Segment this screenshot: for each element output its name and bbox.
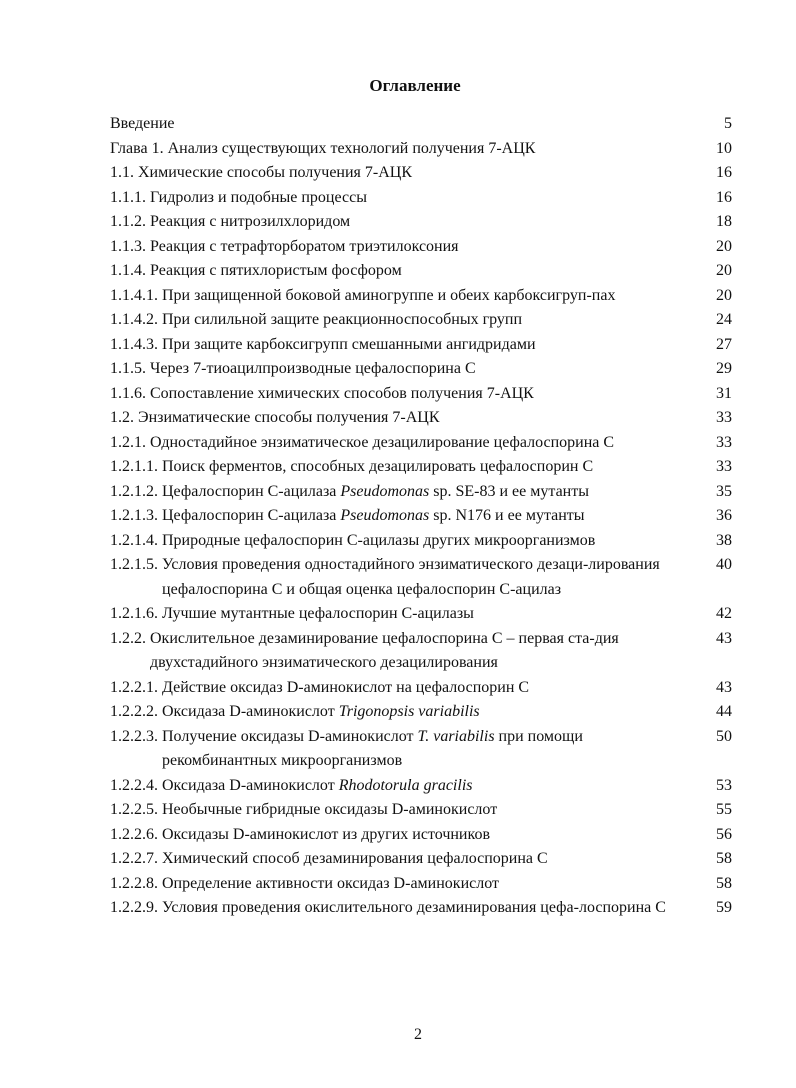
toc-entry-italic-taxon: Trigonopsis variabilis (338, 703, 480, 720)
toc-entry-italic-taxon: Pseudomonas (340, 507, 430, 524)
toc-entry-page: 38 (716, 531, 732, 549)
toc-entry-heading (110, 480, 702, 505)
toc-entry (110, 480, 732, 505)
toc-entry-text: Введение (110, 115, 175, 132)
toc-entry-page: 20 (716, 286, 732, 304)
toc-entry (110, 872, 732, 897)
toc-entry-number: 1.2.2.6. (110, 825, 158, 843)
toc-entry-number: 1.2.1.2. (110, 482, 158, 500)
toc-entry-text (162, 774, 672, 799)
toc-entry-number: 1.1.4.2. (110, 311, 158, 328)
toc-entry-page: 31 (716, 384, 732, 402)
toc-entry-text: При силильной защите реакционноспособных групп (162, 311, 523, 328)
toc-entry-page: 58 (716, 850, 732, 867)
toc-entry-text: При защите карбоксигрупп смешанными ангидридами (162, 335, 536, 353)
toc-entry-heading (110, 210, 702, 235)
toc-entry-page: 20 (716, 237, 732, 255)
toc-entry-text: Условия проведения окислительного дезаминирования цефа-лоспорина С (162, 899, 666, 916)
toc-entry-heading (110, 161, 702, 186)
toc-entry-page: 58 (716, 874, 732, 892)
toc-entry-text: Одностадийное энзиматическое дезацилирование цефалоспорина С (150, 433, 615, 451)
toc-entry-heading (110, 455, 702, 480)
toc-entry (110, 798, 732, 823)
toc-entry-text: Энзиматические способы получения 7-АЦК (138, 409, 440, 426)
toc-entry-heading (110, 602, 702, 627)
toc-entry-heading (110, 529, 702, 554)
toc-entry-heading (110, 553, 702, 602)
toc-entry-heading (110, 504, 702, 529)
toc-entry-number: 1.2.2.7. (110, 850, 158, 867)
toc-entry-page: 50 (716, 727, 732, 745)
toc-entry-number: 1.1.1. (110, 188, 146, 206)
toc-entry (110, 774, 732, 799)
toc-entry-number: 1.2.1.4. (110, 531, 158, 549)
toc-entry-text-after: при помощи рекомбинантных микроорганизмов (162, 727, 583, 769)
toc-entry-text: Необычные гибридные оксидазы D-аминокислот (162, 801, 498, 818)
toc-entry-heading (110, 725, 702, 774)
toc-entry-italic-taxon: T. variabilis (417, 727, 495, 745)
toc-entry (110, 112, 732, 137)
toc-entry-text-before: Получение оксидазы D-аминокислот (162, 727, 418, 745)
toc-entry-page: 24 (716, 311, 732, 328)
toc-entry (110, 333, 732, 358)
toc-entry-page: 5 (724, 115, 732, 132)
toc-entry-text: Реакция с нитрозилхлоридом (150, 213, 351, 230)
toc-entry-page: 27 (716, 335, 732, 353)
toc-entry-text: Реакция с тетрафторборатом триэтилоксония (150, 237, 459, 255)
toc-entry-page: 43 (716, 629, 732, 647)
toc-entry-heading (110, 896, 702, 921)
toc-entry (110, 186, 732, 211)
toc-entry-heading (110, 333, 702, 358)
toc-entry-text: Химический способ дезаминирования цефалоспорина С (162, 850, 548, 867)
toc-entry (110, 357, 732, 382)
toc-entry-number: 1.2.2.8. (110, 874, 158, 892)
toc-entry-heading (110, 627, 702, 676)
toc-entry-text: Гидролиз и подобные процессы (150, 188, 367, 206)
toc-entry-page: 33 (716, 433, 732, 451)
toc-entry-text-after: sp. N176 и ее мутанты (429, 507, 585, 524)
toc-entry-number: 1.2.2. (110, 629, 146, 647)
toc-entry-number: 1.2.2.9. (110, 899, 158, 916)
toc-entry (110, 627, 732, 676)
toc-entry-text-before: Цефалоспорин С-ацилаза (162, 482, 341, 500)
toc-entry (110, 504, 732, 529)
toc-entry-number: 1.1.4.3. (110, 335, 158, 353)
toc-entry-text: Сопоставление химических способов получения 7-АЦК (150, 384, 534, 402)
toc-entry-text: Глава 1. Анализ существующих технологий получения 7-АЦК (110, 139, 536, 157)
toc-entry (110, 137, 732, 162)
toc-entry (110, 725, 732, 774)
toc-entry-text: Действие оксидаз D-аминокислот на цефалоспорин С (162, 678, 530, 696)
toc-entry (110, 676, 732, 701)
toc-entry-heading (110, 774, 702, 799)
toc-entry-page: 35 (716, 482, 732, 500)
toc-entry-number: 1.2.1.1. (110, 458, 158, 475)
toc-entry-number: 1.1.6. (110, 384, 146, 402)
toc-entry-text: Реакция с пятихлористым фосфором (150, 262, 402, 279)
toc-entry-heading (110, 137, 702, 162)
toc-entry-number: 1.1.5. (110, 360, 146, 377)
toc-entry-number: 1.2.2.2. (110, 703, 158, 720)
toc-entry-number: 1.1.3. (110, 237, 146, 255)
toc-entry-page: 55 (716, 801, 732, 818)
toc-entry (110, 602, 732, 627)
toc-entry-text (162, 504, 672, 529)
toc-entry-number: 1.2.2.3. (110, 727, 158, 745)
toc-entry (110, 161, 732, 186)
toc-entry-heading (110, 823, 702, 848)
toc-entry-page: 53 (716, 776, 732, 794)
toc-entry-italic-taxon: Pseudomonas (340, 482, 430, 500)
toc-entry (110, 210, 732, 235)
toc-entry-page: 42 (716, 605, 732, 622)
toc-entry-number: 1.2.2.5. (110, 801, 158, 818)
toc-entry-text (162, 700, 672, 725)
toc-entry (110, 235, 732, 260)
toc-entry (110, 847, 732, 872)
toc-entry-heading (110, 872, 702, 897)
toc-entry (110, 259, 732, 284)
toc-entry (110, 455, 732, 480)
toc-entry-number: 1.2.2.4. (110, 776, 158, 794)
toc-entry-number: 1.2. (110, 409, 134, 426)
toc-entry-italic-taxon: Rhodotorula gracilis (338, 776, 473, 794)
toc-entry-page: 44 (716, 703, 732, 720)
toc-entry-heading (110, 676, 702, 701)
toc-entry-text: Химические способы получения 7-АЦК (138, 164, 413, 181)
toc-entry-text: Поиск ферментов, способных дезацилировать цефалоспорин С (162, 458, 594, 475)
toc-entry-heading (110, 112, 702, 137)
toc-entry (110, 284, 732, 309)
toc-entry-text-before: Оксидаза D-аминокислот (162, 776, 339, 794)
toc-entry-heading (110, 186, 702, 211)
toc-entry-page: 40 (716, 556, 732, 573)
toc-entry-text-before: Оксидаза D-аминокислот (162, 703, 339, 720)
toc-entry-number: 1.2.1.3. (110, 507, 158, 524)
toc-entry-page: 33 (716, 409, 732, 426)
toc-entry-text: Определение активности оксидаз D-аминокислот (162, 874, 499, 892)
toc-entry-text: Через 7-тиоацилпроизводные цефалоспорина С (150, 360, 476, 377)
toc-entry-number: 1.1.2. (110, 213, 146, 230)
toc-entry-text: Оксидазы D-аминокислот из других источников (162, 825, 490, 843)
toc-entry-number: 1.2.1.6. (110, 605, 158, 622)
toc-entry (110, 823, 732, 848)
table-of-contents (110, 112, 732, 921)
toc-entry-page: 16 (716, 188, 732, 206)
toc-entry (110, 431, 732, 456)
toc-entry (110, 382, 732, 407)
toc-entry-heading (110, 357, 702, 382)
toc-entry-page: 56 (716, 825, 732, 843)
toc-entry-page: 16 (716, 164, 732, 181)
toc-entry-heading (110, 406, 702, 431)
toc-entry-heading (110, 235, 702, 260)
toc-entry-number: 1.2.1.5. (110, 556, 158, 573)
toc-entry (110, 529, 732, 554)
toc-entry-page: 43 (716, 678, 732, 696)
toc-entry-page: 33 (716, 458, 732, 475)
toc-entry-text (162, 725, 672, 774)
toc-entry-heading (110, 284, 702, 309)
toc-entry-heading (110, 847, 702, 872)
toc-entry (110, 700, 732, 725)
toc-entry-page: 59 (716, 899, 732, 916)
toc-entry-text: Лучшие мутантные цефалоспорин С-ацилазы (162, 605, 474, 622)
toc-entry-page: 10 (716, 139, 732, 157)
page-number: 2 (414, 1026, 422, 1043)
toc-entry-page: 29 (716, 360, 732, 377)
toc-entry-number: 1.1. (110, 164, 134, 181)
toc-entry-text: Окислительное дезаминирование цефалоспорина С – первая ста-дия двухстадийного энзиматического дезацилирования (150, 629, 619, 671)
toc-entry (110, 406, 732, 431)
toc-entry-page: 18 (716, 213, 732, 230)
toc-entry-heading (110, 259, 702, 284)
toc-entry-heading (110, 382, 702, 407)
toc-entry-number: 1.2.2.1. (110, 678, 158, 696)
toc-entry-text: При защищенной боковой аминогруппе и обеих карбоксигруп-пах (162, 286, 616, 304)
toc-entry-number: 1.1.4.1. (110, 286, 158, 304)
toc-entry-text: Природные цефалоспорин С-ацилазы других микроорганизмов (162, 531, 596, 549)
toc-entry (110, 553, 732, 602)
toc-title: Оглавление (369, 76, 461, 95)
toc-entry-page: 20 (716, 262, 732, 279)
toc-entry-text: Условия проведения одностадийного энзиматического дезаци-лирования цефалоспорина С и общая оценка цефалоспорин С-ацилаз (162, 556, 660, 598)
toc-entry-text-after: sp. SE-83 и ее мутанты (429, 482, 589, 500)
toc-entry-text-before: Цефалоспорин С-ацилаза (162, 507, 341, 524)
toc-entry-heading (110, 700, 702, 725)
toc-entry (110, 308, 732, 333)
toc-entry-heading (110, 308, 702, 333)
toc-entry-text (162, 480, 672, 505)
toc-entry-number: 1.2.1. (110, 433, 146, 451)
toc-entry-number: 1.1.4. (110, 262, 146, 279)
toc-entry (110, 896, 732, 921)
toc-entry-page: 36 (716, 507, 732, 524)
toc-entry-heading (110, 798, 702, 823)
toc-entry-heading (110, 431, 702, 456)
